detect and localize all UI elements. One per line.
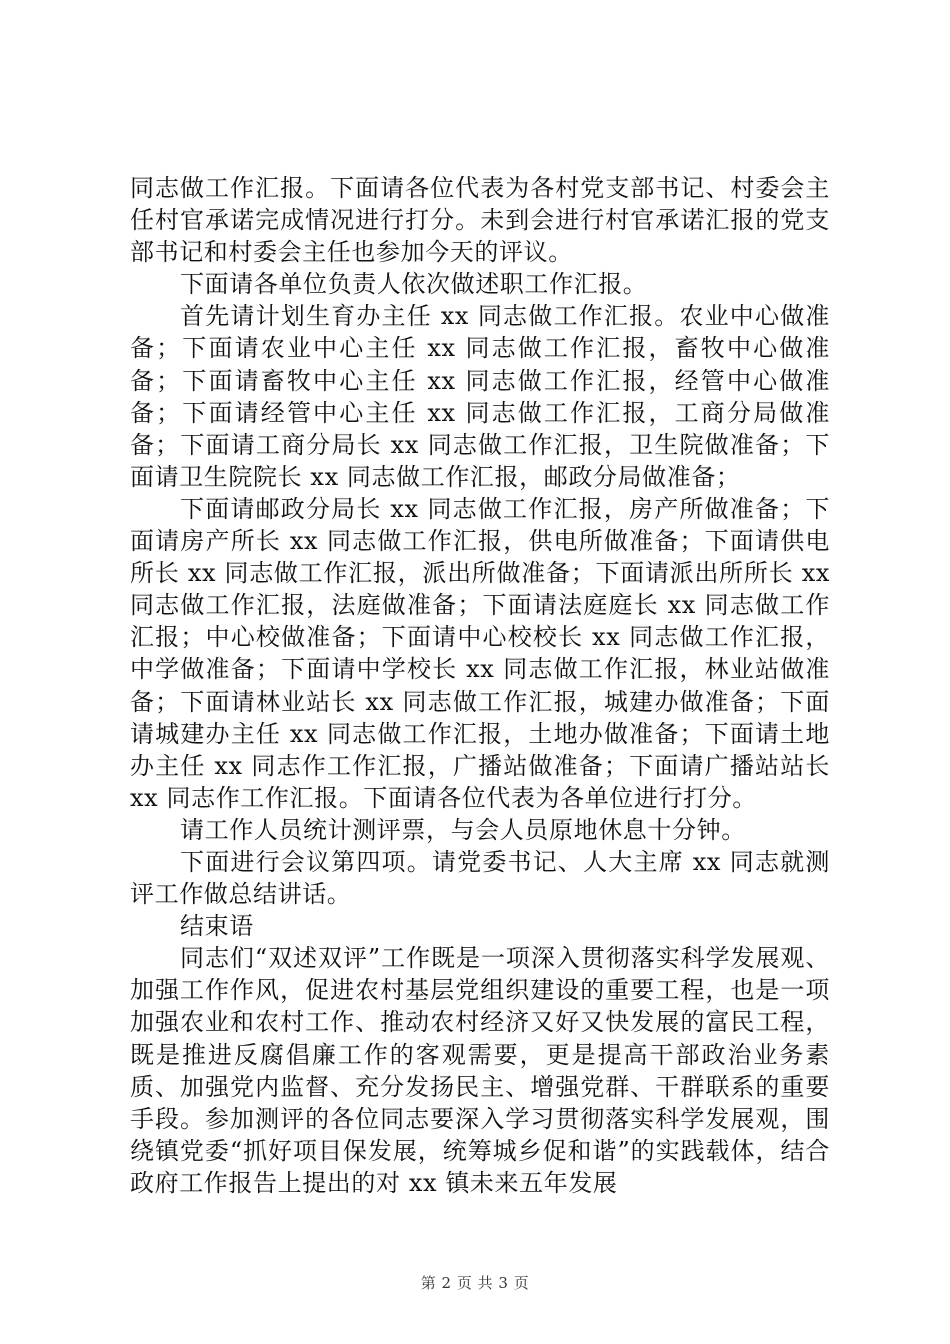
paragraph-5: 请工作人员统计测评票，与会人员原地休息十分钟。 [180,815,746,844]
page-footer: 第 2 页 共 3 页 [420,1274,530,1292]
paragraph-6: 下面进行会议第四项。请党委书记、人大主席 xx 同志就测评工作做总结讲话。 [130,847,830,909]
paragraph-1: 同志做工作汇报。下面请各位代表为各村党支部书记、村委会主任村官承诺完成情况进行打分。未到会进行村官承诺汇报的党支部书记和村委会主任也参加今天的评议。 [130,174,830,267]
paragraph-8: 同志们“双述双评”工作既是一项深入贯彻落实科学发展观、加强工作作风，促进农村基层党组织建设的重要工程，也是一项加强农业和农村工作、推动农村经济又好又快发展的富民工程，既是推进反腐倡廉工作的客观需要，更是提高干部政治业务素质、加强党内监督、充分发扬民主、增强党群、干群联系的重要手段。参加测评的各位同志要深入学习贯彻落实科学发展观，围绕镇党委“抓好项目保发展，统筹城乡促和谐”的实践载体，结合政府工作报告上提出的对 xx 镇未来五年发展 [130,944,830,1197]
section-heading-closing: 结束语 [180,912,254,941]
document-body [130,172,830,1199]
paragraph-3: 首先请计划生育办主任 xx 同志做工作汇报。农业中心做准备；下面请农业中心主任 xx 同志做工作汇报，畜牧中心做准备；下面请畜牧中心主任 xx 同志做工作汇报，经管中心做准备；下面请经管中心主任 xx 同志做工作汇报，工商分局做准备；下面请工商分局长 xx 同志做工作汇报，卫生院做准备；下面请卫生院院长 xx 同志做工作汇报，邮政分局做准备； [130,302,830,491]
paragraph-4: 下面请邮政分局长 xx 同志做工作汇报，房产所做准备；下面请房产所长 xx 同志做工作汇报，供电所做准备；下面请供电所长 xx 同志做工作汇报，派出所做准备；下面请派出所所长 xx 同志做工作汇报，法庭做准备；下面请法庭庭长 xx 同志做工作汇报；中心校做准备；下面请中心校校长 xx 同志做工作汇报，中学做准备；下面请中学校长 xx 同志做工作汇报，林业站做准备；下面请林业站长 xx 同志做工作汇报，城建办做准备；下面请城建办主任 xx 同志做工作汇报，土地办做准备；下面请土地办主任 xx 同志作工作汇报，广播站做准备；下面请广播站站长 xx 同志作工作汇报。下面请各位代表为各单位进行打分。 [130,494,830,812]
paragraph-2: 下面请各单位负责人依次做述职工作汇报。 [180,270,648,299]
